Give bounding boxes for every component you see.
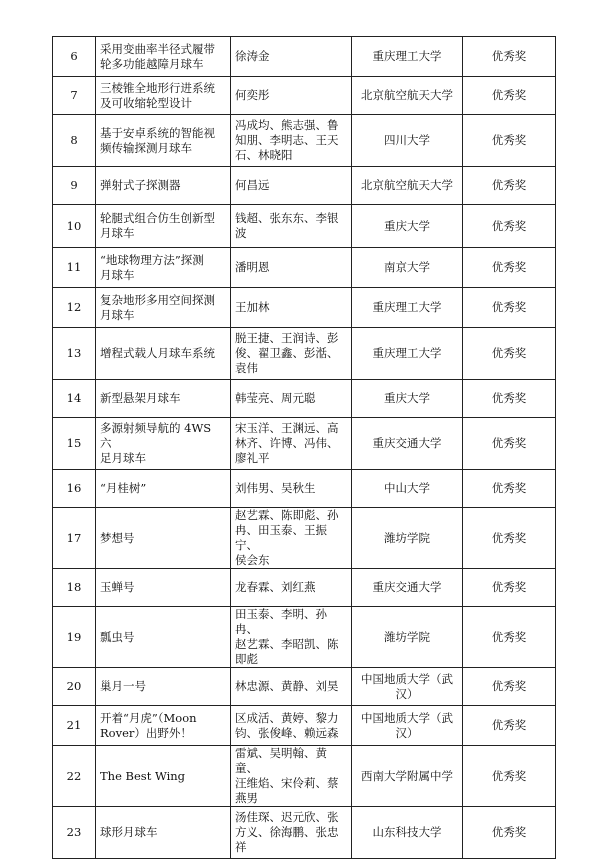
row-number: 10 <box>66 218 82 233</box>
institution: 北京航空航天大学 <box>361 178 453 192</box>
institution-cell <box>352 508 463 569</box>
work-title: 采用变曲率半径式履带 轮多功能越障月球车 <box>100 41 215 71</box>
row-number-cell <box>53 37 96 77</box>
authors: 何奕彤 <box>235 88 270 102</box>
institution-cell <box>352 668 463 706</box>
award: 优秀奖 <box>491 629 527 644</box>
work-title-cell <box>96 77 231 115</box>
authors: 韩莹亮、周元聪 <box>235 391 316 405</box>
work-title-cell <box>96 115 231 167</box>
institution: 重庆大学 <box>384 391 430 405</box>
work-title: 复杂地形多用空间探测 月球车 <box>100 292 215 322</box>
award: 优秀奖 <box>491 260 527 274</box>
award-cell <box>463 380 556 418</box>
authors: 何昌远 <box>235 178 270 192</box>
row-number: 20 <box>66 679 82 693</box>
institution: 重庆交通大学 <box>372 436 442 450</box>
award: 优秀奖 <box>491 133 527 147</box>
institution-cell <box>352 706 463 746</box>
institution: 西南大学附属中学 <box>361 768 453 783</box>
institution-cell <box>352 470 463 508</box>
authors: 龙春霖、刘红燕 <box>235 580 316 594</box>
work-title: 增程式载人月球车系统 <box>100 346 215 360</box>
authors-cell <box>231 380 352 418</box>
row-number: 13 <box>66 346 82 360</box>
work-title-cell <box>96 328 231 380</box>
award-cell <box>463 167 556 205</box>
authors-cell <box>231 569 352 607</box>
authors-cell <box>231 746 352 807</box>
table-row <box>53 248 556 288</box>
institution: 中国地质大学（武 汉） <box>361 710 453 740</box>
authors-cell <box>231 607 352 668</box>
institution: 重庆大学 <box>384 218 430 233</box>
awards-table <box>52 36 556 859</box>
row-number-cell <box>53 470 96 508</box>
row-number-cell <box>53 328 96 380</box>
table-row <box>53 167 556 205</box>
work-title: 基于安卓系统的智能视 频传输探测月球车 <box>100 125 215 155</box>
row-number-cell <box>53 380 96 418</box>
work-title: 球形月球车 <box>100 825 158 839</box>
work-title-cell <box>96 380 231 418</box>
institution: 中国地质大学（武 汉） <box>361 671 453 701</box>
authors-cell <box>231 328 352 380</box>
row-number: 12 <box>66 300 82 314</box>
table-row <box>53 706 556 746</box>
institution: 北京航空航天大学 <box>361 88 453 102</box>
row-number-cell <box>53 706 96 746</box>
table-row <box>53 569 556 607</box>
institution-cell <box>352 288 463 328</box>
row-number: 15 <box>66 436 82 450</box>
authors: 汤佳琛、迟元欣、张 方义、徐海鹏、张忠 祥 <box>235 810 339 854</box>
institution: 潍坊学院 <box>384 629 430 644</box>
work-title: 瓢虫号 <box>100 629 135 644</box>
institution-cell <box>352 380 463 418</box>
work-title: 多源射频导航的 4WS 六 足月球车 <box>100 421 212 465</box>
row-number: 9 <box>70 178 78 192</box>
work-title: 弹射式子探测器 <box>100 178 181 192</box>
authors: 冯成均、熊志强、鲁 知朋、李明志、王天 石、林晓阳 <box>235 118 339 162</box>
award: 优秀奖 <box>491 530 527 545</box>
table-row <box>53 508 556 569</box>
work-title-cell <box>96 508 231 569</box>
row-number: 8 <box>70 133 78 147</box>
table-row <box>53 607 556 668</box>
authors-cell <box>231 248 352 288</box>
institution-cell <box>352 167 463 205</box>
work-title-cell <box>96 470 231 508</box>
award: 优秀奖 <box>491 718 527 732</box>
award: 优秀奖 <box>491 346 527 360</box>
institution: 四川大学 <box>384 133 430 147</box>
row-number-cell <box>53 167 96 205</box>
row-number-cell <box>53 288 96 328</box>
table-row <box>53 288 556 328</box>
institution: 重庆交通大学 <box>372 580 442 594</box>
authors: 徐涛金 <box>235 49 270 63</box>
institution: 重庆理工大学 <box>372 346 442 360</box>
work-title: “月桂树” <box>100 481 147 495</box>
institution-cell <box>352 37 463 77</box>
row-number: 22 <box>66 768 82 783</box>
work-title: 轮腿式组合仿生创新型 月球车 <box>100 211 215 240</box>
row-number: 21 <box>66 718 82 732</box>
authors-cell <box>231 115 352 167</box>
award-cell <box>463 37 556 77</box>
table-row <box>53 328 556 380</box>
row-number: 7 <box>70 88 78 102</box>
institution: 潍坊学院 <box>384 530 430 545</box>
table-row <box>53 37 556 77</box>
work-title-cell <box>96 418 231 470</box>
award-cell <box>463 470 556 508</box>
award-cell <box>463 706 556 746</box>
row-number-cell <box>53 248 96 288</box>
institution: 中山大学 <box>384 481 430 495</box>
institution: 重庆理工大学 <box>372 300 442 314</box>
award-cell <box>463 508 556 569</box>
award-cell <box>463 328 556 380</box>
row-number-cell <box>53 746 96 807</box>
award: 优秀奖 <box>491 481 527 495</box>
row-number-cell <box>53 668 96 706</box>
awards-table-body <box>53 37 556 859</box>
award: 优秀奖 <box>491 218 527 233</box>
row-number: 11 <box>66 260 82 274</box>
authors: 刘伟男、吴秋生 <box>235 481 316 495</box>
award-cell <box>463 569 556 607</box>
institution-cell <box>352 205 463 248</box>
row-number: 18 <box>66 580 82 594</box>
authors-cell <box>231 508 352 569</box>
award-cell <box>463 288 556 328</box>
table-row <box>53 746 556 807</box>
award: 优秀奖 <box>491 825 527 839</box>
work-title: 开着“月虎”（Moon Rover）出野外！ <box>100 710 197 740</box>
row-number: 6 <box>70 49 78 63</box>
authors-cell <box>231 706 352 746</box>
authors: 雷斌、吴明翰、黄童、 汪维焰、宋伶莉、蔡 燕男 <box>235 746 339 805</box>
table-row <box>53 115 556 167</box>
award: 优秀奖 <box>491 580 527 594</box>
award: 优秀奖 <box>491 88 527 102</box>
row-number: 17 <box>66 530 82 545</box>
authors-cell <box>231 470 352 508</box>
institution: 重庆理工大学 <box>372 49 442 63</box>
table-row <box>53 380 556 418</box>
work-title-cell <box>96 288 231 328</box>
institution-cell <box>352 328 463 380</box>
award-cell <box>463 746 556 807</box>
award: 优秀奖 <box>491 300 527 314</box>
authors-cell <box>231 418 352 470</box>
table-row <box>53 418 556 470</box>
award: 优秀奖 <box>491 391 527 405</box>
row-number-cell <box>53 607 96 668</box>
work-title: 三棱锥全地形行进系统 及可收缩轮型设计 <box>100 80 215 110</box>
authors-cell <box>231 37 352 77</box>
row-number-cell <box>53 115 96 167</box>
work-title-cell <box>96 569 231 607</box>
row-number-cell <box>53 508 96 569</box>
authors: 脱王捷、王润诗、彭 俊、翟卫鑫、彭湉、 袁伟 <box>235 331 339 375</box>
institution: 山东科技大学 <box>372 825 442 839</box>
work-title-cell <box>96 167 231 205</box>
institution-cell <box>352 418 463 470</box>
work-title-cell <box>96 706 231 746</box>
table-row <box>53 668 556 706</box>
row-number: 16 <box>66 481 82 495</box>
award-cell <box>463 668 556 706</box>
award-cell <box>463 248 556 288</box>
award-cell <box>463 607 556 668</box>
work-title: 玉蝉号 <box>100 580 135 594</box>
row-number-cell <box>53 77 96 115</box>
award: 优秀奖 <box>491 436 527 450</box>
row-number: 23 <box>66 825 82 839</box>
award: 优秀奖 <box>491 178 527 192</box>
institution-cell <box>352 115 463 167</box>
authors-cell <box>231 167 352 205</box>
row-number: 14 <box>66 391 82 405</box>
award-cell <box>463 418 556 470</box>
authors: 区成活、黄婷、黎力 钧、张俊峰、赖远森 <box>235 710 339 740</box>
authors-cell <box>231 77 352 115</box>
table-row <box>53 205 556 248</box>
table-row <box>53 77 556 115</box>
institution-cell <box>352 248 463 288</box>
authors: 宋玉洋、王渊远、高 林齐、许博、冯伟、 廖礼平 <box>235 421 339 465</box>
institution-cell <box>352 569 463 607</box>
authors-cell <box>231 288 352 328</box>
authors: 钱超、张东东、李银 波 <box>235 211 339 240</box>
work-title-cell <box>96 205 231 248</box>
table-row <box>53 470 556 508</box>
institution: 南京大学 <box>384 260 430 274</box>
authors-cell <box>231 205 352 248</box>
authors-cell <box>231 668 352 706</box>
authors: 赵艺霖、陈即彪、孙 冉、田玉泰、王振宁、 侯会东 <box>235 508 339 567</box>
work-title-cell <box>96 668 231 706</box>
work-title: The Best Wing <box>100 768 186 783</box>
row-number: 19 <box>66 629 82 644</box>
authors: 王加林 <box>235 300 270 314</box>
work-title: 梦想号 <box>100 530 135 545</box>
work-title: 巢月一号 <box>100 679 146 693</box>
work-title-cell <box>96 607 231 668</box>
institution-cell <box>352 77 463 115</box>
row-number-cell <box>53 205 96 248</box>
work-title-cell <box>96 248 231 288</box>
institution-cell <box>352 607 463 668</box>
authors: 潘明恩 <box>235 260 270 274</box>
work-title-cell <box>96 746 231 807</box>
work-title: 新型悬架月球车 <box>100 391 181 405</box>
institution-cell <box>352 746 463 807</box>
authors: 林忠源、黄静、刘昊 <box>235 679 339 693</box>
authors: 田玉泰、李明、孙冉、 赵艺霖、李昭凯、陈 即彪 <box>235 607 339 666</box>
award: 优秀奖 <box>491 49 527 63</box>
award: 优秀奖 <box>491 768 527 783</box>
award-cell <box>463 115 556 167</box>
award: 优秀奖 <box>491 679 527 693</box>
work-title: “地球物理方法”探测 月球车 <box>100 252 204 282</box>
work-title-cell <box>96 37 231 77</box>
award-cell <box>463 77 556 115</box>
row-number-cell <box>53 569 96 607</box>
row-number-cell <box>53 418 96 470</box>
award-cell <box>463 205 556 248</box>
